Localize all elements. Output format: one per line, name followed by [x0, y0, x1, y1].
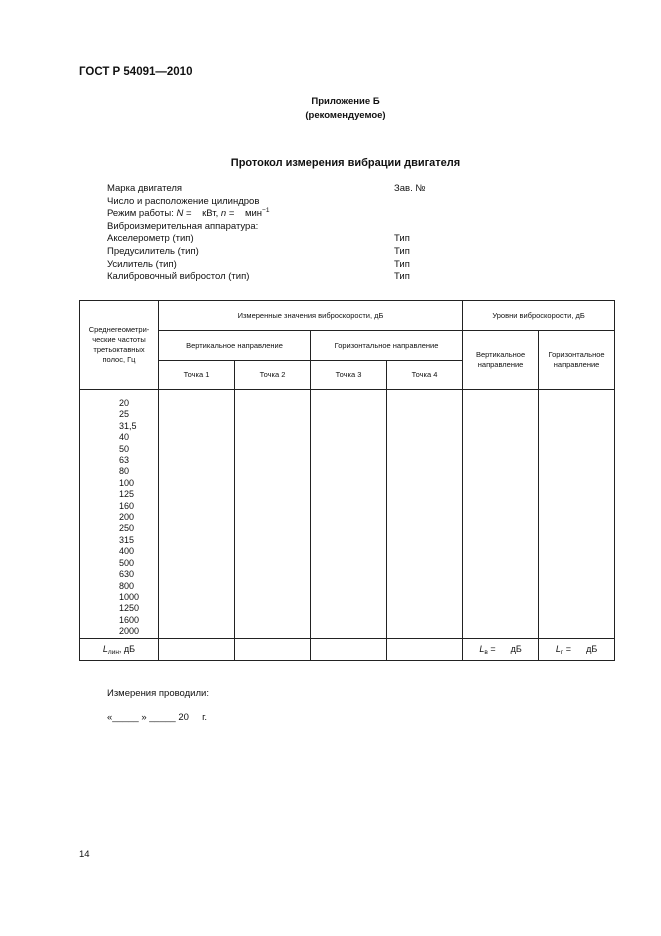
data-cell-point4[interactable]	[387, 390, 463, 639]
frequency-value: 40	[119, 432, 130, 443]
field-amplifier	[107, 259, 427, 272]
page-number: 14	[79, 849, 90, 860]
mode-unit: мин	[244, 208, 263, 220]
measured-by-label: Измерения проводили:	[107, 688, 209, 699]
levels-header: Уровни виброскорости, дБ	[463, 301, 615, 331]
point2-header: Точка 2	[235, 361, 311, 390]
preamplifier-label: Предусилитель (тип)	[107, 245, 199, 257]
sum-cell-point2[interactable]	[235, 638, 311, 660]
table-header-row-2	[80, 331, 615, 361]
engine-brand-label: Марка двигателя	[107, 183, 183, 194]
point1-header: Точка 1	[159, 361, 235, 390]
data-cell-vertical-level[interactable]	[463, 390, 539, 639]
protocol-fields	[107, 183, 427, 284]
lv-eq: =	[490, 644, 496, 655]
lv-unit: дБ	[510, 644, 522, 655]
mode-unit-exp: −1	[262, 207, 270, 215]
vertical-level-sum[interactable]	[463, 638, 539, 660]
mode-power-symbol: N	[176, 208, 184, 220]
frequency-value: 1000	[119, 591, 140, 602]
frequency-value: 200	[119, 512, 135, 523]
mode-prefix: Режим работы:	[107, 208, 174, 220]
vertical-level-header: Вертикальное направление	[463, 331, 539, 390]
sum-cell-point1[interactable]	[159, 638, 235, 660]
frequency-value: 800	[119, 580, 135, 591]
mode-speed-symbol: n	[220, 208, 227, 220]
frequency-value: 630	[119, 569, 135, 580]
lh-symbol: L	[555, 644, 561, 655]
amplifier-type: Тип	[394, 258, 410, 270]
lv-sub: в	[484, 649, 488, 657]
protocol-title: Протокол измерения вибрации двигателя	[230, 157, 461, 169]
calibrator-label: Калибровочный вибростол (тип)	[107, 271, 250, 283]
measured-header: Измеренные значения виброскорости, дБ	[159, 301, 463, 331]
field-accelerometer	[107, 233, 427, 246]
horizontal-direction-header: Горизонтальное направление	[311, 331, 463, 361]
appendix-heading	[0, 95, 661, 123]
field-equipment	[107, 221, 427, 234]
point3-header: Точка 3	[311, 361, 387, 390]
equipment-label: Виброизмерительная аппаратура:	[107, 220, 259, 232]
mode-eq2: =	[228, 208, 235, 220]
frequency-value: 1250	[119, 603, 140, 614]
frequency-value: 400	[119, 546, 135, 557]
factory-number-label: Зав. №	[394, 183, 426, 194]
frequency-value: 20	[119, 398, 130, 408]
freq-header: Среднегеометри-ческие частоты третьоктавных полос, Гц	[80, 301, 159, 390]
table-data-row	[80, 390, 615, 639]
preamplifier-type: Тип	[394, 245, 410, 257]
frequency-value: 160	[119, 500, 135, 511]
appendix-subtitle: (рекомендуемое)	[305, 110, 386, 121]
lh-unit: дБ	[586, 644, 598, 655]
mode-kw: кВт,	[202, 208, 219, 220]
field-preamplifier	[107, 246, 427, 259]
date-line: «_____ » _____ 20 г.	[107, 712, 208, 723]
lh-eq: =	[565, 644, 572, 655]
field-calibrator	[107, 271, 427, 284]
frequency-value: 31,5	[119, 420, 137, 431]
table-header-row-1	[80, 301, 615, 331]
linear-level-label	[80, 638, 159, 660]
horizontal-level-sum[interactable]	[539, 638, 615, 660]
linear-level-symbol: L	[102, 644, 108, 655]
frequency-value: 125	[119, 489, 135, 500]
frequency-value: 2000	[119, 626, 140, 637]
amplifier-label: Усилитель (тип)	[107, 258, 177, 270]
table-summary-row	[80, 638, 615, 660]
data-cell-horizontal-level[interactable]	[539, 390, 615, 639]
frequency-value: 250	[119, 523, 135, 534]
frequency-value: 500	[119, 557, 135, 568]
calibrator-type: Тип	[394, 271, 410, 283]
frequency-list	[80, 390, 158, 638]
field-engine-brand	[107, 183, 427, 196]
horizontal-level-header: Горизонтальное направление	[539, 331, 615, 390]
frequency-value: 63	[119, 455, 130, 466]
frequency-value: 50	[119, 443, 130, 454]
document-id: ГОСТ Р 54091—2010	[79, 66, 193, 78]
vibration-table	[79, 300, 615, 661]
frequency-column	[80, 390, 159, 639]
appendix-title: Приложение Б	[311, 96, 380, 107]
lh-sub: г	[560, 649, 564, 657]
vertical-direction-header: Вертикальное направление	[159, 331, 311, 361]
data-cell-point1[interactable]	[159, 390, 235, 639]
sum-cell-point3[interactable]	[311, 638, 387, 660]
linear-level-unit: , дБ	[118, 644, 136, 655]
frequency-value: 100	[119, 477, 135, 488]
linear-level-sub: лин	[107, 649, 119, 657]
accelerometer-label: Акселерометр (тип)	[107, 233, 194, 245]
frequency-value: 80	[119, 466, 130, 477]
cylinders-label: Число и расположение цилиндров	[107, 195, 260, 207]
point4-header: Точка 4	[387, 361, 463, 390]
lv-symbol: L	[479, 644, 485, 655]
mode-eq: =	[186, 208, 192, 220]
accelerometer-type: Тип	[394, 233, 410, 245]
frequency-value: 315	[119, 534, 135, 545]
sum-cell-point4[interactable]	[387, 638, 463, 660]
frequency-value: 1600	[119, 614, 140, 625]
data-cell-point3[interactable]	[311, 390, 387, 639]
field-operating-mode	[107, 208, 427, 221]
frequency-value: 25	[119, 409, 130, 420]
data-cell-point2[interactable]	[235, 390, 311, 639]
